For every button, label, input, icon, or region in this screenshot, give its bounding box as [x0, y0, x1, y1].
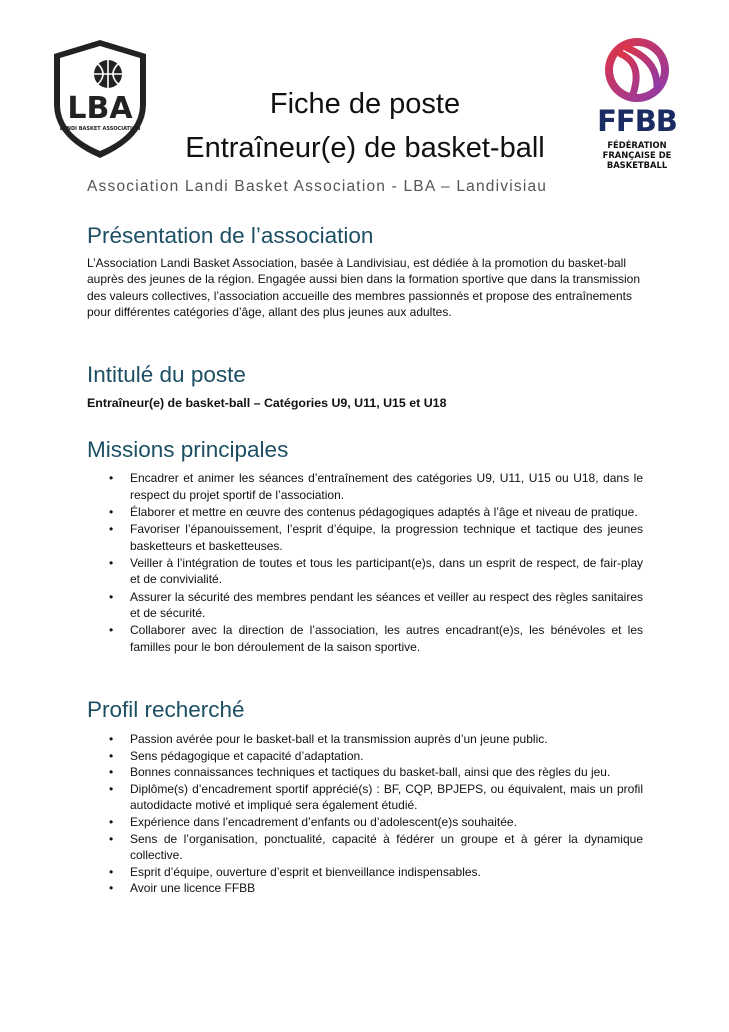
section-heading-intitule: Intitulé du poste: [87, 362, 246, 387]
bullet-icon: •: [109, 589, 114, 604]
bullet-icon: •: [109, 623, 114, 638]
list-item-text: Esprit d’équipe, ouverture d’esprit et bienveillance indispensables.: [130, 864, 481, 879]
bullet-icon: •: [109, 765, 114, 780]
list-item: [87, 831, 643, 864]
list-item: [87, 521, 643, 554]
lba-logo: [50, 38, 150, 160]
list-item-text: Bonnes connaissances techniques et tactiques du basket-ball, ainsi que des règles du jeu.: [130, 765, 611, 780]
section-heading-missions: Missions principales: [87, 437, 289, 462]
list-item-text: Assurer la sécurité des membres pendant les séances et veiller au respect des règles sanitaires et de sécurité.: [130, 589, 643, 621]
bullet-icon: •: [109, 814, 114, 829]
list-item: [87, 470, 643, 503]
list-item: [87, 555, 643, 588]
list-item-text: Passion avérée pour le basket-ball et la transmission auprès d’un jeune public.: [130, 732, 548, 746]
page-title: Fiche de poste: [269, 88, 461, 120]
list-item-text: Encadrer et animer les séances d’entraînement des catégories U9, U11, U15 ou U18, dans le respect du projet sportif de l’association.: [130, 471, 643, 502]
page-subtitle: Association Landi Basket Association - LBA – Landivisiau: [87, 178, 548, 195]
basketball-icon: [603, 36, 671, 104]
bullet-icon: •: [109, 471, 114, 485]
list-item-text: Favoriser l’épanouissement, l’esprit d’équipe, la progression technique et tactique des jeunes basketteurs et basketteuses.: [130, 521, 643, 553]
basketball-icon: [94, 60, 122, 88]
missions-list: [87, 470, 643, 656]
list-item-text: Élaborer et mettre en œuvre des contenus pédagogiques adaptés à l’âge et niveau de pratique.: [130, 504, 638, 519]
list-item-text: Diplôme(s) d’encadrement sportif apprécié(s) : BF, CQP, BPJEPS, ou équivalent, mais un profil autodidacte motivé et impliqué sera également étudié.: [130, 781, 643, 813]
ffbb-full-name: FÉDÉRATION FRANÇAISE DE BASKETBALL: [602, 140, 672, 170]
presentation-paragraph: L’Association Landi Basket Association, basée à Landivisiau, est dédiée à la promotion du basket-ball auprès des jeunes de la région. Engagée aussi bien dans la formation sportive que dans la transmission des valeurs collectives, l’association accueille des membres passionnés et propose des entraînements pour différentes catégories d’âge, allant des plus jeunes aux adultes.: [87, 256, 641, 320]
bullet-icon: •: [109, 555, 114, 570]
list-item-text: Expérience dans l’encadrement d’enfants ou d’adolescent(e)s souhaitée.: [130, 814, 517, 829]
bullet-icon: •: [109, 831, 114, 846]
bullet-icon: •: [109, 748, 114, 763]
bullet-icon: •: [109, 521, 114, 536]
job-title-text: Entraîneur(e) de basket-ball – Catégories U9, U11, U15 et U18: [87, 396, 447, 410]
section-heading-profil: Profil recherché: [87, 697, 245, 722]
bullet-icon: •: [109, 881, 114, 896]
profil-list: [87, 731, 643, 897]
list-item-text: Veiller à l’intégration de toutes et tous les participant(e)s, dans un esprit de respect, de fair-play et de convivialité.: [130, 555, 643, 587]
list-item: [87, 622, 643, 655]
list-item-text: Collaborer avec la direction de l’association, les autres encadrant(e)s, les bénévoles et les familles pour le bon déroulement de la saison sportive.: [130, 623, 643, 654]
list-item: [87, 731, 643, 748]
list-item: [87, 880, 643, 897]
ffbb-acronym: FFBB: [597, 104, 677, 138]
bullet-icon: •: [109, 732, 114, 746]
list-item: [87, 814, 643, 831]
bullet-icon: •: [109, 781, 114, 796]
lba-initials: LBA: [67, 91, 133, 126]
ffbb-logo: [596, 36, 678, 174]
page-title-line-2: Entraîneur(e) de basket-ball: [185, 132, 545, 164]
lba-tagline: LANDI BASKET ASSOCIATION: [59, 126, 141, 132]
bullet-icon: •: [109, 864, 114, 879]
list-item: [87, 781, 643, 814]
list-item: [87, 504, 643, 521]
list-item-text: Sens de l’organisation, ponctualité, capacité à fédérer un groupe et à gérer la dynamique collective.: [130, 831, 643, 863]
section-heading-presentation: Présentation de l’association: [87, 223, 374, 248]
list-item: [87, 748, 643, 765]
list-item: [87, 864, 643, 881]
list-item: [87, 764, 643, 781]
list-item-text: Sens pédagogique et capacité d’adaptation.: [130, 748, 364, 763]
list-item: [87, 589, 643, 622]
list-item-text: Avoir une licence FFBB: [130, 881, 256, 896]
bullet-icon: •: [109, 504, 114, 519]
